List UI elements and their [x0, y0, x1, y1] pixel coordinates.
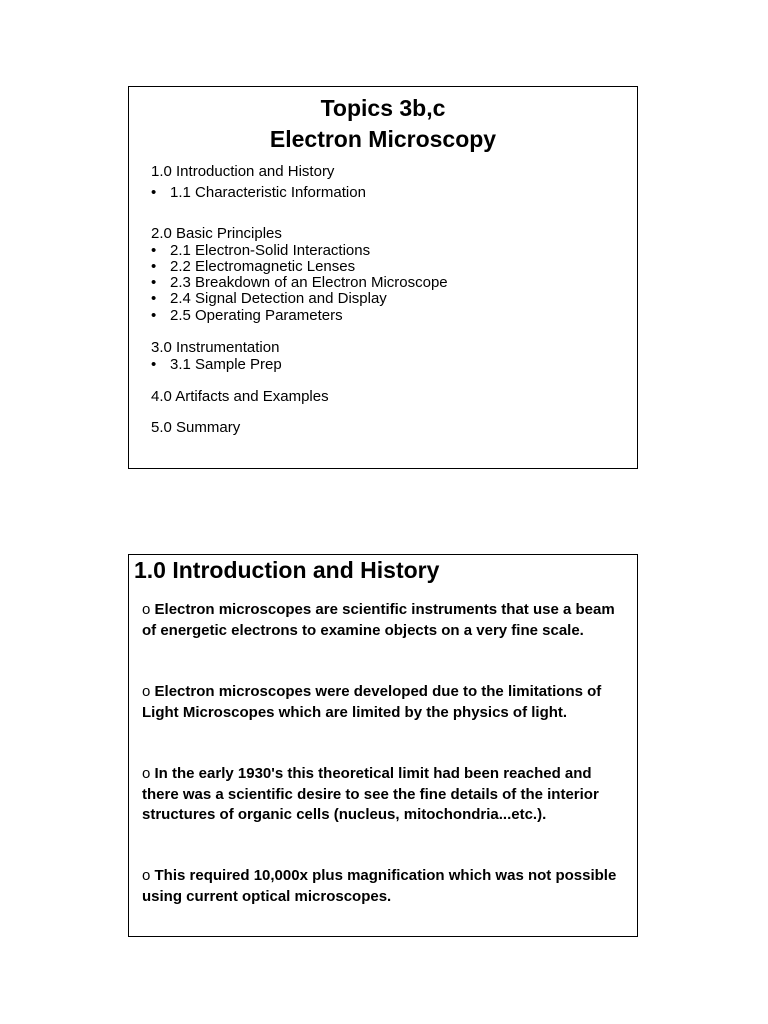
- bullet-icon: •: [151, 274, 157, 291]
- slide-title: Topics 3b,c: [320, 95, 446, 121]
- toc-bullet-label: 1.1 Characteristic Information: [170, 184, 366, 201]
- toc-bullet-label: 2.1 Electron-Solid Interactions: [170, 242, 371, 259]
- slide-title: 1.0 Introduction and History: [134, 557, 440, 583]
- toc-bullet-item: [151, 242, 370, 259]
- toc-bullet-item: [151, 307, 343, 324]
- bullet-paragraph: [142, 866, 632, 907]
- toc-bullet-item: [151, 258, 355, 275]
- slide-topics: [128, 86, 638, 469]
- circle-bullet-icon: o: [142, 683, 151, 700]
- bullet-icon: •: [151, 307, 157, 324]
- bullet-paragraph: [142, 764, 632, 826]
- toc-bullet-label: 2.3 Breakdown of an Electron Microscope: [170, 274, 448, 291]
- bullet-icon: •: [151, 290, 157, 307]
- toc-bullet-label: 3.1 Sample Prep: [170, 356, 282, 373]
- toc-bullet-item: [151, 184, 366, 201]
- paragraph-text: This required 10,000x plus magnification which was not possible using current optical microscopes.: [142, 867, 617, 905]
- toc-heading: 1.0 Introduction and History: [151, 163, 335, 180]
- bullet-icon: •: [151, 258, 157, 275]
- paragraph-text: In the early 1930's this theoretical limit had been reached and there was a scientific desire to see the fine details of the interior structures of organic cells (nucleus, mitochondria...etc.).: [142, 765, 599, 823]
- bullet-icon: •: [151, 356, 157, 373]
- bullet-paragraph: [142, 682, 632, 723]
- toc-bullet-item: [151, 356, 282, 373]
- circle-bullet-icon: o: [142, 867, 151, 884]
- bullet-icon: •: [151, 184, 157, 201]
- toc-heading: 4.0 Artifacts and Examples: [151, 388, 329, 405]
- bullet-paragraph: [142, 600, 632, 641]
- slide-subtitle: Electron Microscopy: [269, 126, 497, 152]
- circle-bullet-icon: o: [142, 601, 151, 618]
- toc-heading: 5.0 Summary: [151, 419, 241, 436]
- circle-bullet-icon: o: [142, 765, 151, 782]
- slide-introduction: [128, 554, 638, 937]
- paragraph-text: Electron microscopes are scientific instruments that use a beam of energetic electrons to examine objects on a very fine scale.: [142, 601, 615, 639]
- toc-bullet-label: 2.2 Electromagnetic Lenses: [170, 258, 356, 275]
- paragraph-text: Electron microscopes were developed due to the limitations of Light Microscopes which are limited by the physics of light.: [142, 683, 602, 721]
- toc-heading: 2.0 Basic Principles: [151, 225, 282, 242]
- bullet-icon: •: [151, 242, 157, 259]
- toc-bullet-item: [151, 290, 387, 307]
- toc-bullet-label: 2.5 Operating Parameters: [170, 307, 343, 324]
- toc-bullet-item: [151, 274, 448, 291]
- toc-bullet-label: 2.4 Signal Detection and Display: [170, 290, 387, 307]
- toc-heading: 3.0 Instrumentation: [151, 339, 280, 356]
